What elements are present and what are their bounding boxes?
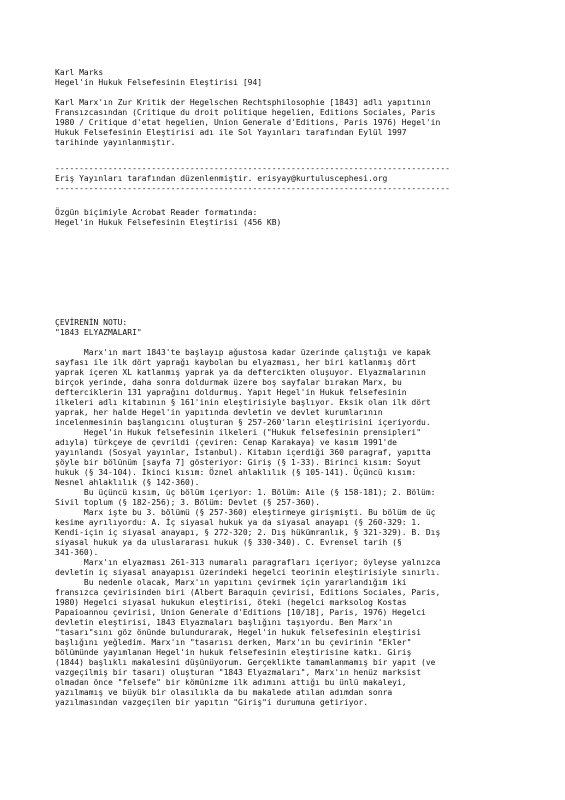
publisher-credit: Eriş Yayınları tarafından düzenlenmiştir. erisyay@kurtuluscephesi.org — [55, 174, 388, 183]
body-line: ilkeleri adlı kitabının § 161'inin eleştirisiyle başlıyor. Eksik olan ilk dört — [55, 398, 431, 407]
body-line: Bu üçüncü kısım, üç bölüm içeriyor: 1. Bölüm: Aile (§ 158-181); 2. Bölüm: — [55, 488, 436, 497]
body-line: adıyla) türkçeye de çevrildi (çeviren: Cenap Karakaya) ve kasım 1991'de — [55, 438, 397, 447]
intro-line: Hukuk Felsefesinin Eleştirisi adı ile Sol Yayınları tarafından Eylül 1997 — [55, 128, 407, 137]
body-line: 1980) Hegelci siyasal hukukun eleştirisi, öteki (hegelci marksolog Kostas — [55, 598, 407, 607]
body-line: Kendi-için iç siyasal anayapı, § 272-320; 2. Dış hükümranlık, § 321-329). B. Dış — [55, 528, 441, 537]
body-line: Nesnel ahlaklılık (§ 142-360). — [55, 478, 200, 487]
pdf-link[interactable]: Hegel'in Hukuk Felsefesinin Eleştirisi (456 KB) — [55, 218, 282, 227]
body-line: defterciklerin 131 yaprağını doldurmuş. Yapıt Hegel'in Hukuk felsefesinin — [55, 388, 407, 397]
body-line: birçok yerinde, daha sonra doldurmak üzere boş sayfalar bırakan Marx, bu — [55, 378, 402, 387]
body-line: yaprak, her halde Hegel'in yapıtında devletin ve devlet kurumlarının — [55, 408, 383, 417]
intro-line: 1980 / Critique d'etat hegelien, Union Generale d'Editions, Paris 1976) Hegel'in — [55, 118, 441, 127]
body-line: (1844) başlıklı makalesini düşünüyorum. Gerçeklikte tamamlanmamış bir yapıt (ve — [55, 658, 436, 667]
body-line: yazılmasından vazgeçilen bir yapıtın "Giriş"i durumuna getiriyor. — [55, 698, 369, 707]
translator-note-title: ÇEVİRENİN NOTU: — [55, 318, 128, 327]
body-line: yazılmamış ve büyük bir olasılıkla da bu makalede atılan adımdan sonra — [55, 688, 393, 697]
body-line: Bu nedenle olacak, Marx'ın yapıtını çevirmek için yararlandığım iki — [55, 578, 407, 587]
body-line: 341-360). — [55, 548, 99, 557]
separator-bottom: ---------------------------------------------------------------------------------- — [55, 184, 450, 193]
intro-line: Karl Marx'ın Zur Kritik der Hegelschen Rechtsphilosophie [1843] adlı yapıtının — [55, 98, 431, 107]
body-line: devletin iç siyasal anayapısı üzerindeki hegelci teorinin eleştirisiyle sınırlı. — [55, 568, 441, 577]
author-name: Karl Marks — [55, 68, 104, 77]
body-line: bölümünde yayımlanan Hegel'in hukuk felsefesinin eleştirisine katkı. Giriş — [55, 648, 412, 657]
credit-block — [55, 164, 540, 194]
separator-top: ---------------------------------------------------------------------------------- — [55, 164, 450, 173]
body-line: vazgeçilmiş bir tasarı) oluşturan "1843 Elyazmaları", Marx'ın henüz marksist — [55, 668, 422, 677]
body-line: kesime ayrılıyordu: A. İç siyasal hukuk ya da siyasal anayapı (§ 260-329: 1. — [55, 518, 422, 527]
translator-note-heading — [55, 318, 540, 338]
body-line: Papaioannou çevirisi, Union Generale d'Editions [10/18], Paris, 1976) Hegelci — [55, 608, 426, 617]
body-line: siyasal hukuk ya da uluslararası hukuk (§ 330-340). C. Evrensel tarih (§ — [55, 538, 402, 547]
intro-paragraph — [55, 98, 540, 148]
body-line: fransızca çevirisinden biri (Albert Baraquin çevirisi, Editions Sociales, Paris, — [55, 588, 441, 597]
translator-note-body — [55, 348, 540, 708]
format-block — [55, 208, 540, 228]
intro-line: tarihinde yayınlanmıştır. — [55, 138, 176, 147]
body-line: "tasarı"sını göz önünde bulundurarak, Hegel'in hukuk felsefesinin eleştirisi — [55, 628, 422, 637]
body-line: Hegel'in Hukuk felsefesinin ilkeleri ("Hukuk felsefesinin prensipleri" — [55, 428, 422, 437]
translator-note-subtitle: "1843 ELYAZMALARI" — [55, 328, 142, 337]
body-line: incelenmesinin başlangıcını oluşturan § 257-260'ların eleştirisini içeriyordu. — [55, 418, 431, 427]
body-line: şöyle bir bölünüm [sayfa 7] gösteriyor: Giriş (§ 1-33). Birinci kısım: Soyut — [55, 458, 422, 467]
body-line: sayfası ile ilk dört yaprağı kaybolan bu elyazması, her biri katlanmış dört — [55, 358, 417, 367]
body-line: başlığını yeğledim. Marx'ın "tasarısı derken, Marx'ın bu çevirinin "Ekler" — [55, 638, 412, 647]
body-line: Marx işte bu 3. bölümü (§ 257-360) eleştirmeye girişmişti. Bu bölüm de üç — [55, 508, 436, 517]
document-header — [55, 68, 540, 88]
body-line: hukuk (§ 34-104). İkinci kısım: Öznel ahlaklılık (§ 105-141). Üçüncü kısım: — [55, 468, 417, 477]
body-line: devletin eleştirisi, 1843 Elyazmaları başlığını taşıyordu. Ben Marx'ın — [55, 618, 393, 627]
body-line: Sivil toplum (§ 182-256); 3. Bölüm: Devlet (§ 257-360). — [55, 498, 320, 507]
document-title: Hegel'in Hukuk Felsefesinin Eleştirisi [94] — [55, 78, 263, 87]
body-line: yayınlandı (Sosyal yayınlar, İstanbul). Kitabın içerdiği 360 paragraf, yapıtta — [55, 448, 431, 457]
format-label: Özgün biçimiyle Acrobat Reader formatında: — [55, 208, 258, 217]
body-line: olmadan önce "felsefe" bir kömünizme ilk adımını attığı bu ünlü makaleyi, — [55, 678, 407, 687]
intro-line: Fransızcasından (Critique du droit politique hegelien, Editions Sociales, Paris — [55, 108, 436, 117]
body-line: Marx'ın mart 1843'te başlayıp ağustosa kadar üzerinde çalıştığı ve kapak — [55, 348, 431, 357]
body-line: Marx'ın elyazması 261-313 numaralı paragrafları içeriyor; öyleyse yalnızca — [55, 558, 441, 567]
body-line: yaprak içeren XL katlanmış yaprak ya da deftercikten oluşuyor. Elyazmalarının — [55, 368, 426, 377]
